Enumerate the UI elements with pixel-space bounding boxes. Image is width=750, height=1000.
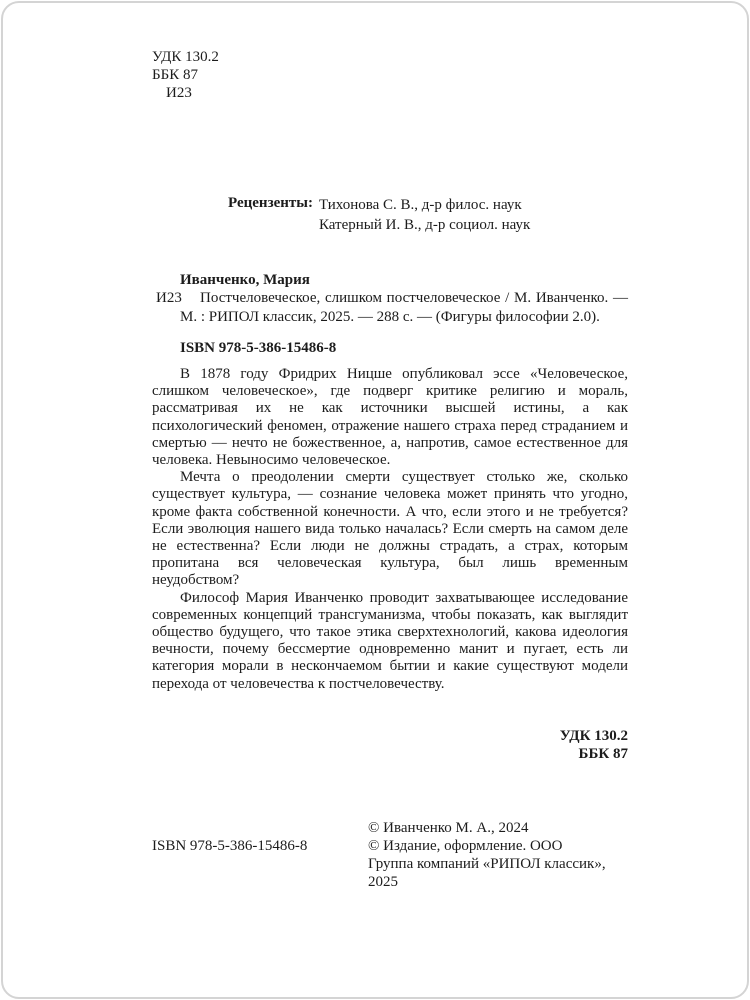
bibliographic-entry <box>152 289 628 326</box>
isbn-number-top: ISBN 978-5-386-15486-8 <box>180 340 337 356</box>
copyright-block <box>152 819 628 891</box>
footer-classification-block <box>152 727 628 763</box>
bibliography-description: Постчеловеческое, слишком постчеловеческое / М. Иванченко. — М. : РИПОЛ классик, 2025. — 288 с. — (Фигуры философии 2.0). <box>180 290 628 325</box>
copyright-line: © Иванченко М. А., 2024 <box>368 819 529 836</box>
annotation-paragraph: Мечта о преодолении смерти существует столько же, сколько существует культура, — сознание человека может принять что угодно, кроме факта собственной конечности. А что, если этого и не требуется? Если эволюция нашего вида только началась? Если смерть на самом деле не естественна? Если люди не должны страдать, а страх, которым пропитана вся человеческая культура, был лишь временным неудобством? <box>152 469 628 589</box>
reviewer-item: Катерный И. В., д-р социол. наук <box>318 217 531 233</box>
classification-block <box>152 48 628 102</box>
isbn-number-bottom: ISBN 978-5-386-15486-8 <box>152 837 308 854</box>
reviewer-item: Тихонова С. В., д-р филос. наук <box>318 197 522 213</box>
bibliography-index: И23 <box>156 290 182 306</box>
annotation-paragraph: Философ Мария Иванченко проводит захватывающее исследование современных концепций трансгуманизма, чтобы показать, как выглядит общество будущего, что такое этика сверхтехнологий, какова идеология вечности, почему бессмертие одновременно манит и пугает, есть ли категория морали в нескончаемом бытии и какие существуют модели перехода от человечества к постчеловечеству. <box>152 589 628 692</box>
copyright-line: 2025 <box>368 873 398 890</box>
bibliography-author: Иванченко, Мария <box>180 272 310 288</box>
udk-code: УДК 130.2 <box>152 49 219 65</box>
footer-udk-code: УДК 130.2 <box>559 727 628 744</box>
annotation-paragraph: В 1878 году Фридрих Ницше опубликовал эссе «Человеческое, слишком человеческое», где подверг критике религию и мораль, рассматривая их не как источники высшей истины, а как психологический феномен, отражение нашего страха перед страданием и смертью — нечто не божественное, а, напротив, самое естественное для человека. Невыносимо человеческое. <box>152 366 628 469</box>
footer-bbk-code: ББК 87 <box>578 745 628 762</box>
imprint-block <box>152 819 628 891</box>
copyright-page <box>152 48 628 891</box>
copyright-line: © Издание, оформление. ООО <box>368 837 563 854</box>
annotation-block <box>152 366 628 693</box>
reviewers-block <box>152 195 628 235</box>
copyright-line: Группа компаний «РИПОЛ классик», <box>368 855 606 872</box>
reviewers-list <box>319 195 530 235</box>
author-index-code: И23 <box>166 85 192 101</box>
reviewers-label: Рецензенты: <box>228 195 313 211</box>
bbk-code: ББК 87 <box>152 67 198 83</box>
